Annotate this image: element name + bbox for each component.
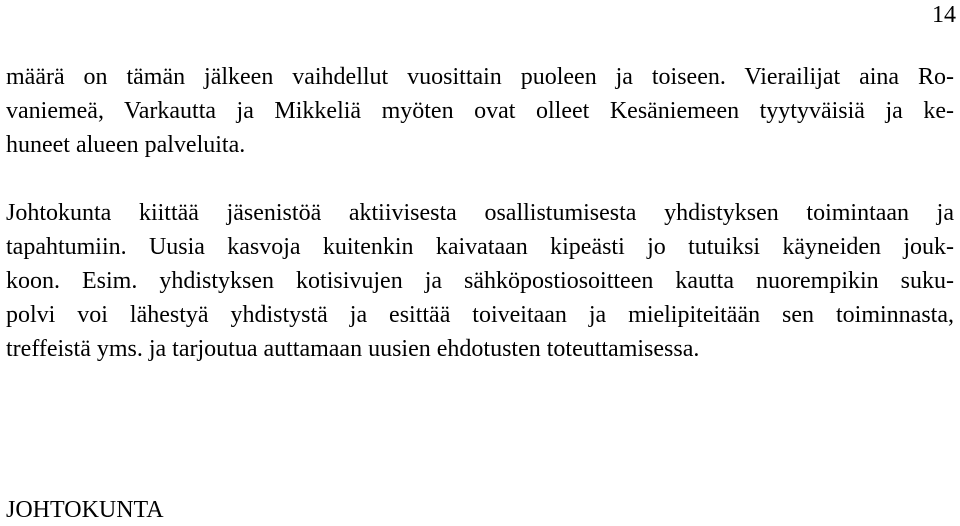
page-number: 14 bbox=[932, 2, 956, 28]
paragraph-line: treffeistä yms. ja tarjoutua auttamaan uusien ehdotusten toteuttamisessa. bbox=[6, 336, 700, 362]
paragraph-line: polvi voi lähestyä yhdistystä ja esittää toiveitaan ja mielipiteitään sen toiminnasta, bbox=[6, 302, 954, 328]
paragraph-line: tapahtumiin. Uusia kasvoja kuitenkin kaivataan kipeästi jo tutuiksi käyneiden jouk- bbox=[6, 234, 954, 260]
paragraph-line: Johtokunta kiittää jäsenistöä aktiivisesta osallistumisesta yhdistyksen toimintaan ja bbox=[6, 200, 954, 226]
paragraph-line: koon. Esim. yhdistyksen kotisivujen ja sähköpostiosoitteen kautta nuorempikin suku- bbox=[6, 268, 954, 294]
paragraph-line: määrä on tämän jälkeen vaihdellut vuosittain puoleen ja toiseen. Vierailijat aina Ro- bbox=[6, 64, 954, 90]
paragraph-board-thanks bbox=[6, 196, 954, 366]
paragraph-line: huneet alueen palveluita. bbox=[6, 132, 246, 158]
paragraph-visitors bbox=[6, 60, 954, 162]
section-heading: JOHTOKUNTA bbox=[6, 497, 164, 523]
paragraph-line: vaniemeä, Varkautta ja Mikkeliä myöten ovat olleet Kesäniemeen tyytyväisiä ja ke- bbox=[6, 98, 954, 124]
